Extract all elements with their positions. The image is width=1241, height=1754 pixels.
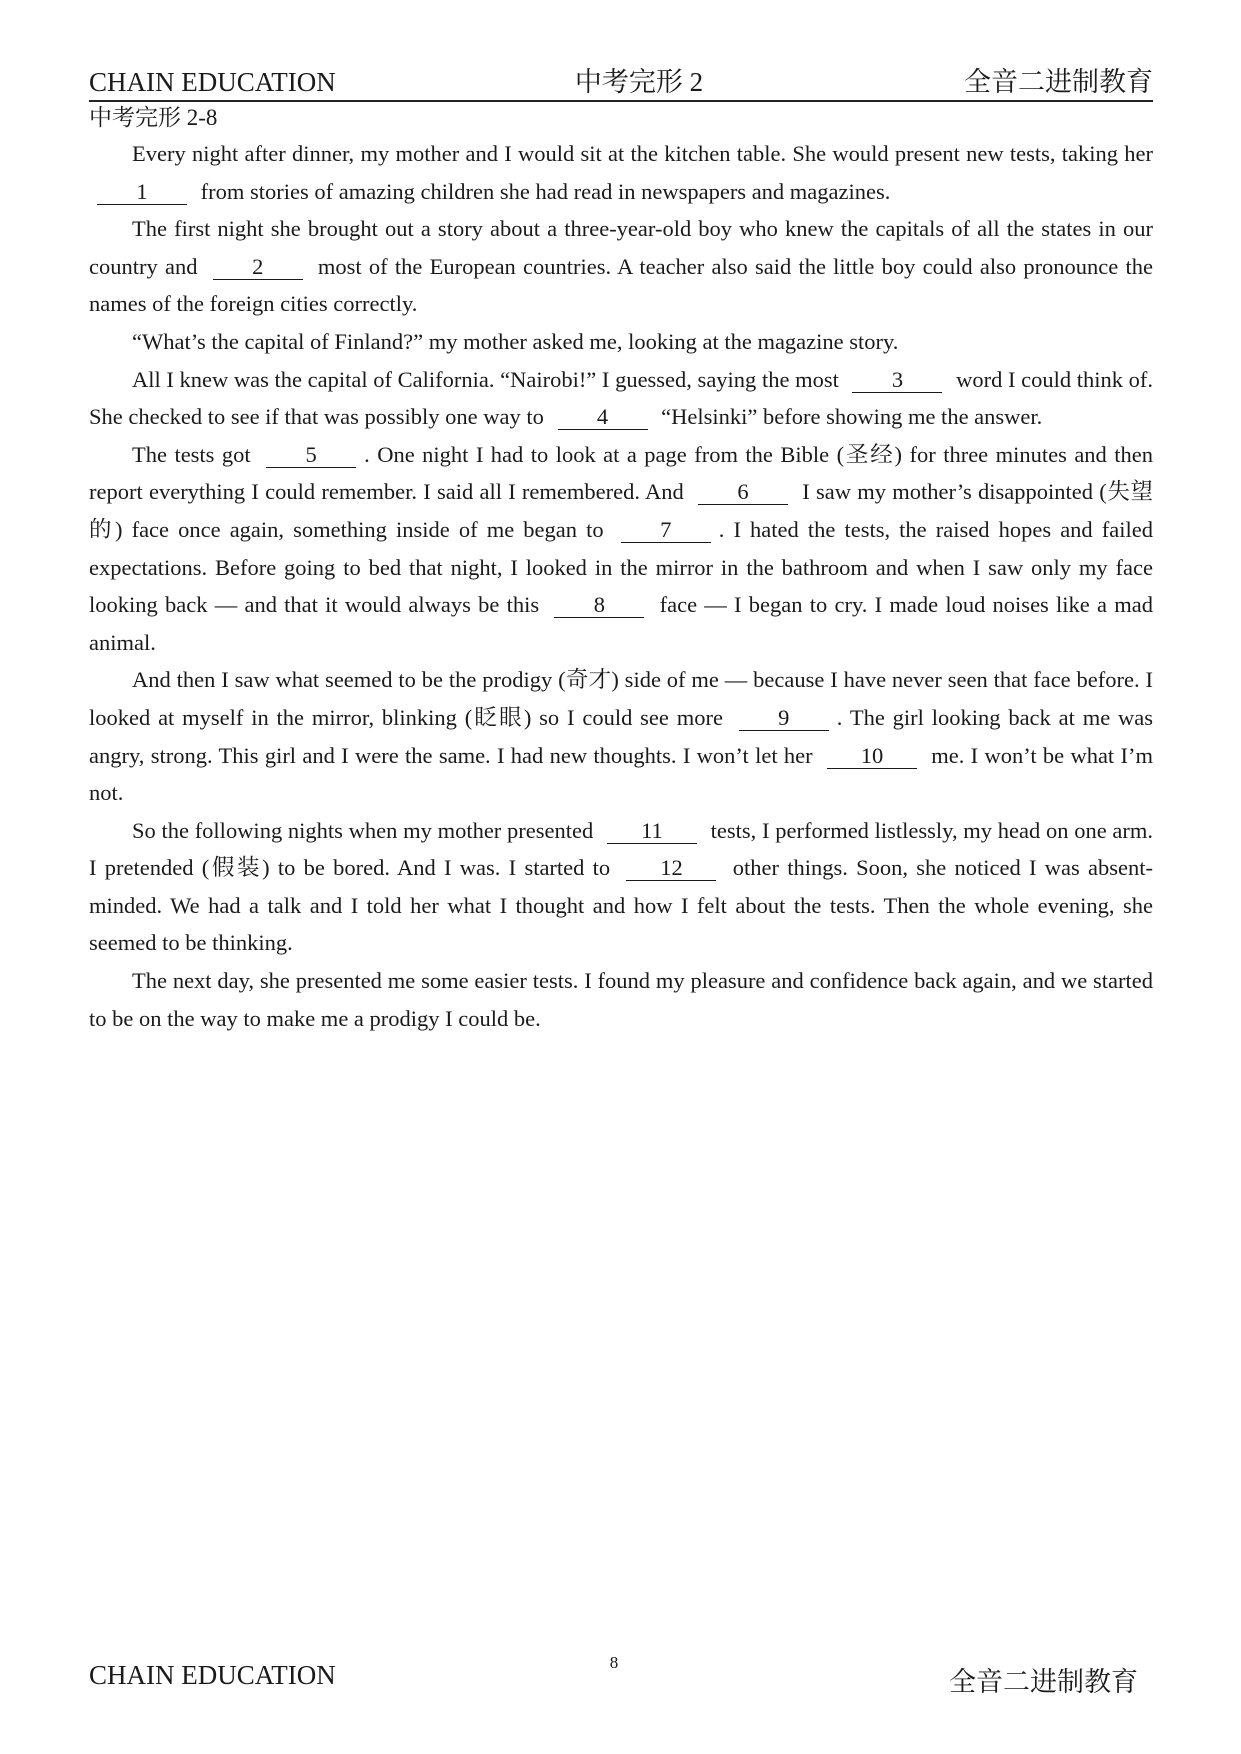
- answer-blank[interactable]: 1: [97, 180, 187, 205]
- paragraph-text: . The girl looking back at me was angry, strong. This girl and I were the same. I had new thoughts. I won’t let her: [89, 704, 1154, 768]
- paragraph-text: The tests got: [132, 441, 259, 467]
- answer-blank[interactable]: 12: [626, 856, 716, 881]
- page-header: [89, 58, 1153, 102]
- paragraph-text: “What’s the capital of Finland?” my mother asked me, looking at the magazine story.: [132, 328, 899, 354]
- answer-blank[interactable]: 9: [739, 706, 829, 731]
- answer-blank[interactable]: 3: [852, 368, 942, 393]
- header-title: 中考完形 2: [574, 67, 704, 97]
- paragraph-text: most of the European countries. A teacher also said the little boy could also pronounce the names of the foreign cities correctly.: [89, 253, 1153, 317]
- page-number: 8: [609, 1653, 619, 1672]
- paragraph-text: me. I won’t be what I’m not.: [89, 742, 1153, 806]
- paragraph-text: The next day, she presented me some easier tests. I found my pleasure and confidence back again, and we started to be on the way to make me a prodigy I could be.: [89, 968, 1153, 1031]
- paragraph-text: word I could think of. She checked to see if that was possibly one way to: [89, 366, 1153, 430]
- paragraph-text: . I hated the tests, the raised hopes and failed expectations. Before going to bed that night, I looked in the mirror in the bathroom and when I saw only my face looking back — and that it would always be this: [89, 516, 1153, 618]
- paragraph-text: other things. Soon, she noticed I was absent-minded. We had a talk and I told her what I thought and how I felt about the tests. Then the whole evening, she seemed to be thinking.: [89, 855, 1153, 956]
- passage-paragraph: [89, 812, 1153, 962]
- paragraph-text: The first night she brought out a story about a three-year-old boy who knew the capitals of all the states in our country and: [89, 216, 1153, 279]
- answer-blank[interactable]: 2: [213, 255, 303, 280]
- passage-paragraph: [89, 436, 1153, 662]
- header-brand: CHAIN EDUCATION: [89, 67, 336, 97]
- paragraph-text: tests, I performed listlessly, my head on one arm. I pretended (假装) to be bored. And I was. I started to: [89, 817, 1154, 881]
- answer-blank[interactable]: 4: [558, 405, 648, 430]
- passage-paragraph: [89, 361, 1153, 436]
- passage-paragraph: [89, 135, 1153, 210]
- passage-paragraph: [89, 661, 1153, 811]
- answer-blank[interactable]: 7: [621, 518, 711, 543]
- answer-blank[interactable]: 5: [266, 443, 356, 468]
- answer-blank[interactable]: 11: [607, 819, 697, 844]
- paragraph-text: Every night after dinner, my mother and I would sit at the kitchen table. She would present new tests, taking her: [132, 141, 1153, 166]
- footer-brand: CHAIN EDUCATION: [89, 1660, 336, 1690]
- paragraph-text: And then I saw what seemed to be the prodigy (奇才) side of me — because I have never seen that face before. I looked at myself in the mirror, blinking (眨眼) so I could see more: [89, 667, 1153, 730]
- exercise-title: 中考完形 2-8: [89, 105, 218, 130]
- paragraph-text: . One night I had to look at a page from the Bible (圣经) for three minutes and then report everything I could remember. I said all I remembered. And: [89, 441, 1154, 505]
- header-brand-cn: 全音二进制教育: [964, 67, 1153, 97]
- cloze-passage: [89, 135, 1153, 1037]
- paragraph-text: “Helsinki” before showing me the answer.: [655, 404, 1043, 430]
- answer-blank[interactable]: 6: [698, 480, 788, 505]
- answer-blank[interactable]: 8: [554, 593, 644, 618]
- passage-paragraph: [89, 962, 1153, 1037]
- paragraph-text: I saw my mother’s disappointed (失望的) face once again, something inside of me began to: [89, 479, 1153, 542]
- passage-paragraph: [89, 323, 1153, 361]
- paragraph-text: from stories of amazing children she had read in newspapers and magazines.: [195, 178, 891, 204]
- footer-brand-cn: 全音二进制教育: [949, 1667, 1138, 1697]
- paragraph-text: So the following nights when my mother presented: [132, 817, 599, 843]
- paragraph-text: face — I began to cry. I made loud noises like a mad animal.: [89, 592, 1153, 655]
- answer-blank[interactable]: 10: [827, 744, 917, 769]
- passage-paragraph: [89, 210, 1153, 323]
- paragraph-text: All I knew was the capital of California. “Nairobi!” I guessed, saying the most: [132, 366, 845, 392]
